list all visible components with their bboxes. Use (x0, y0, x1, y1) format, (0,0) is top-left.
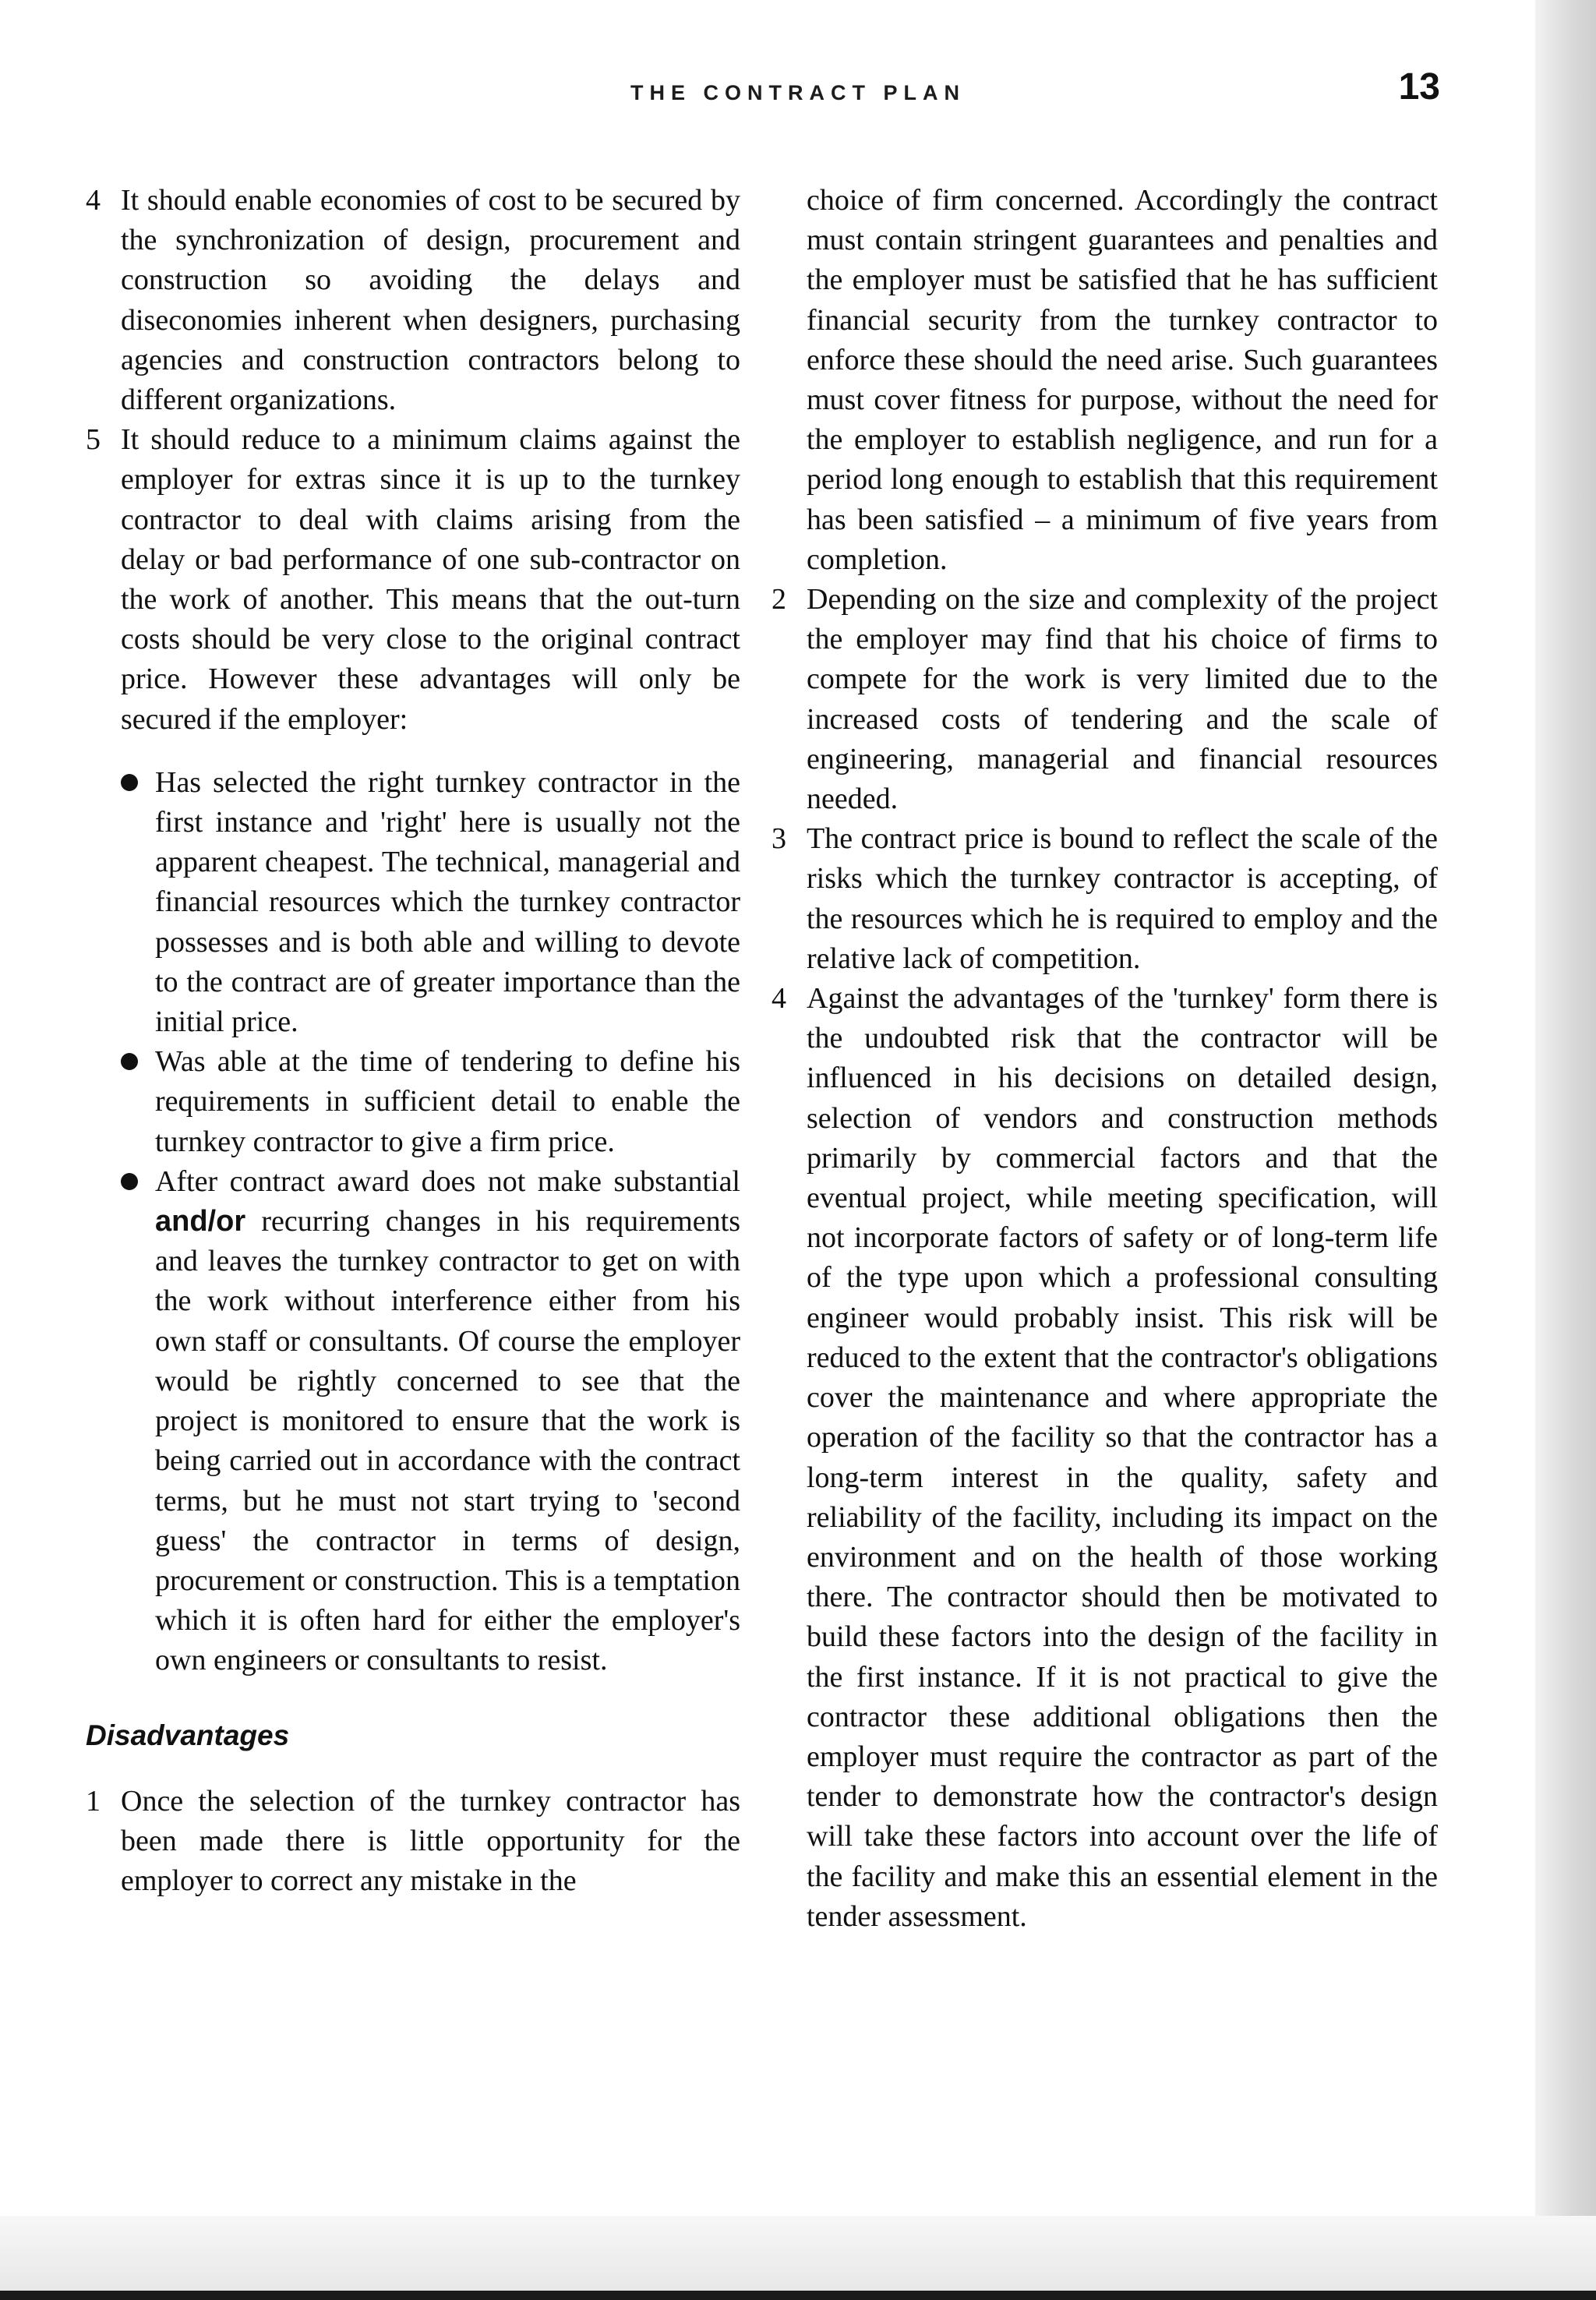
bullet-text-emphasis: and/or (155, 1205, 246, 1238)
list-item (772, 819, 1438, 979)
item-number: 2 (772, 583, 786, 617)
item-text: Once the selection of the turnkey contractor has been made there is little opportunity for the employer to correct any mistake in the (121, 1784, 740, 1898)
bullet-item (121, 1162, 740, 1681)
list-item (772, 979, 1438, 1937)
bullet-item (121, 763, 740, 1042)
section-heading: Disadvantages (86, 1719, 290, 1751)
item-text: choice of firm concerned. Accordingly the contract must contain stringent guarantees and penalties and the employer must be satisfied that he has sufficient financial security from the turnkey contractor to enforce these should the need arise. Such guarantees must cover fitness for purpose, without the need for the employer to establish negligence, and run for a period long enough to establish that this requirement has been satisfied – a minimum of five years from completion. (807, 184, 1438, 576)
item-number: 4 (86, 184, 101, 217)
list-item (86, 1782, 740, 1902)
item-number: 1 (86, 1784, 101, 1818)
item-text: It should reduce to a minimum claims against the employer for extras since it is up to the turnkey contractor to deal with claims arising from the delay or bad performance of one sub-contractor on the work of another. This means that the out-turn costs should be very close to the original contract price. However these advantages will only be secured if the employer: (121, 423, 740, 736)
bullet-dot-icon (121, 1173, 138, 1190)
bullet-text: Has selected the right turnkey contractor in the first instance and 'right' here is usually not the apparent cheapest. The technical, managerial and financial resources which the turnkey contractor possesses and is both able and willing to devote to the contract are of greater importance than the initial price. (155, 765, 740, 1039)
bullet-dot-icon (121, 1053, 138, 1070)
item-number: 5 (86, 423, 101, 457)
bullet-item (121, 1042, 740, 1162)
item-text: It should enable economies of cost to be secured by the synchronization of design, procurement and construction so avoiding the delays and diseconomies inherent when designers, purchasing agencies and construction contractors belong to different organizations. (121, 184, 740, 417)
item-number: 4 (772, 982, 786, 1016)
list-item (86, 420, 740, 740)
scan-bottom-rule (0, 2291, 1596, 2300)
running-head: THE CONTRACT PLAN (630, 81, 966, 104)
bullet-text-end: recurring changes in his requirements and leaves the turnkey contractor to get on with the work without interference either from his own staff or consultants. Of course the employer would be rightly concerned to see that the project is monitored to ensure that the work is being carried out in accordance with the contract terms, but he must not start trying to 'second guess' the contractor in terms of design, procurement or construction. This is a temptation which it is often hard for either the employer's own engineers or consultants to resist. (155, 1205, 740, 1677)
scan-edge-shadow (1535, 0, 1596, 2300)
bullet-text-start: After contract award does not make substantial (155, 1164, 740, 1198)
item-text: Against the advantages of the 'turnkey' form there is the undoubted risk that the contractor will be influenced in his decisions on detailed design, selection of vendors and construction methods primarily by commercial factors and that the eventual project, while meeting specification, will not incorporate factors of safety or of long-term life of the type upon which a professional consulting engineer would probably insist. This risk will be reduced to the extent that the contractor's obligations cover the maintenance and where appropriate the operation of the facility so that the contractor has a long-term interest in the quality, safety and reliability of the facility, including its impact on the environment and on the health of those working there. The contractor should then be motivated to build these factors into the design of the facility in the first instance. If it is not practical to give the contractor these additional obligations then the employer must require the contractor as part of the tender to demonstrate how the contractor's design will take these factors into account over the life of the facility and make this an essential element in the tender assessment. (807, 982, 1438, 1933)
list-item-continued (772, 181, 1438, 580)
page-number: 13 (1398, 66, 1440, 108)
list-item (86, 181, 740, 420)
scan-bottom-band (0, 2216, 1596, 2300)
item-number: 3 (772, 822, 786, 856)
bullet-list (86, 763, 740, 1681)
item-text: The contract price is bound to reflect the scale of the risks which the turnkey contractor is accepting, of the resources which he is required to employ and the relative lack of competition. (807, 822, 1438, 975)
right-column (772, 181, 1438, 1937)
item-text: Depending on the size and complexity of the project the employer may find that his choice of firms to compete for the work is very limited due to the increased costs of tendering and the scale of engineering, managerial and financial resources needed. (807, 583, 1438, 816)
bullet-dot-icon (121, 774, 138, 791)
bullet-text: Was able at the time of tendering to define his requirements in sufficient detail to enable the turnkey contractor to give a firm price. (155, 1045, 740, 1158)
list-item (772, 580, 1438, 819)
left-column (86, 181, 740, 1901)
